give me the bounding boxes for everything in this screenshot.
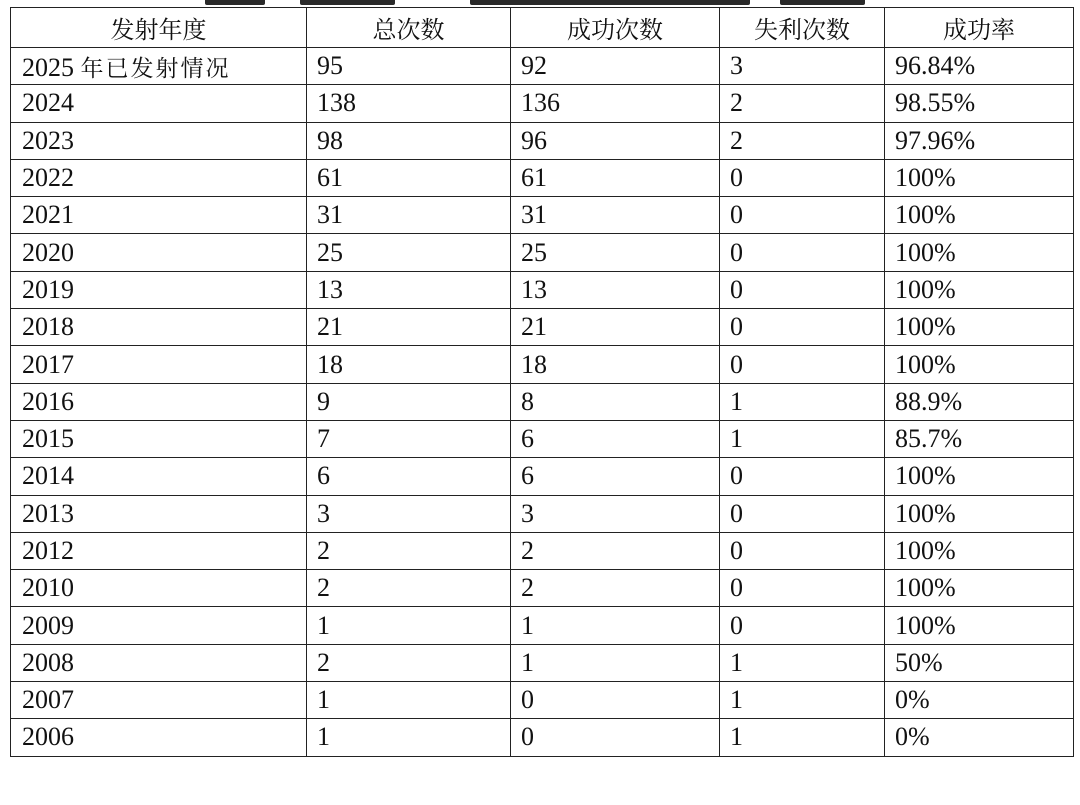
cell-year: 2021 — [11, 197, 307, 234]
cell-failure: 0 — [720, 309, 885, 346]
cell-failure: 1 — [720, 644, 885, 681]
cell-success: 21 — [511, 309, 720, 346]
cell-total: 61 — [307, 159, 511, 196]
cell-rate: 0% — [885, 682, 1074, 719]
table-row — [11, 719, 1074, 756]
cell-rate: 50% — [885, 644, 1074, 681]
cell-success: 31 — [511, 197, 720, 234]
cell-rate: 100% — [885, 309, 1074, 346]
cell-rate: 100% — [885, 532, 1074, 569]
cell-rate: 88.9% — [885, 383, 1074, 420]
cell-rate: 100% — [885, 346, 1074, 383]
cell-success: 3 — [511, 495, 720, 532]
cell-failure: 1 — [720, 719, 885, 756]
cell-year: 2013 — [11, 495, 307, 532]
cell-year: 2008 — [11, 644, 307, 681]
table-row — [11, 495, 1074, 532]
cell-failure: 0 — [720, 458, 885, 495]
cell-year: 2016 — [11, 383, 307, 420]
table-row — [11, 271, 1074, 308]
cell-success: 2 — [511, 532, 720, 569]
table-row — [11, 383, 1074, 420]
cell-rate: 100% — [885, 607, 1074, 644]
cell-year: 2017 — [11, 346, 307, 383]
table-row — [11, 85, 1074, 122]
cell-failure: 1 — [720, 682, 885, 719]
cell-rate: 100% — [885, 458, 1074, 495]
header-success-count: 成功次数 — [511, 8, 720, 48]
cell-success: 1 — [511, 607, 720, 644]
cell-success: 6 — [511, 420, 720, 457]
cell-rate: 100% — [885, 271, 1074, 308]
cell-rate: 0% — [885, 719, 1074, 756]
cell-total: 98 — [307, 122, 511, 159]
cell-total: 1 — [307, 607, 511, 644]
cell-total: 95 — [307, 48, 511, 85]
cell-year: 2012 — [11, 532, 307, 569]
cell-total: 7 — [307, 420, 511, 457]
table-row — [11, 458, 1074, 495]
cell-failure: 0 — [720, 197, 885, 234]
cell-failure: 0 — [720, 271, 885, 308]
cell-rate: 100% — [885, 234, 1074, 271]
cell-total: 25 — [307, 234, 511, 271]
table-row — [11, 346, 1074, 383]
cell-failure: 0 — [720, 570, 885, 607]
cell-failure: 3 — [720, 48, 885, 85]
table-row — [11, 48, 1074, 85]
cell-total: 6 — [307, 458, 511, 495]
cell-year: 2023 — [11, 122, 307, 159]
cell-success: 8 — [511, 383, 720, 420]
cell-rate: 98.55% — [885, 85, 1074, 122]
table-row — [11, 570, 1074, 607]
cell-failure: 0 — [720, 495, 885, 532]
table-row — [11, 159, 1074, 196]
header-total-count: 总次数 — [307, 8, 511, 48]
cell-success: 2 — [511, 570, 720, 607]
cell-failure: 0 — [720, 532, 885, 569]
table-row — [11, 607, 1074, 644]
cell-rate: 85.7% — [885, 420, 1074, 457]
table-row — [11, 532, 1074, 569]
cell-year: 2009 — [11, 607, 307, 644]
header-success-rate: 成功率 — [885, 8, 1074, 48]
table-row — [11, 122, 1074, 159]
cell-year: 2020 — [11, 234, 307, 271]
cell-rate: 97.96% — [885, 122, 1074, 159]
cell-failure: 1 — [720, 383, 885, 420]
cell-success: 61 — [511, 159, 720, 196]
cell-failure: 1 — [720, 420, 885, 457]
cell-year: 2024 — [11, 85, 307, 122]
cell-success: 1 — [511, 644, 720, 681]
launch-statistics-table — [10, 7, 1074, 757]
cell-year: 2018 — [11, 309, 307, 346]
cell-failure: 0 — [720, 607, 885, 644]
cell-failure: 2 — [720, 85, 885, 122]
cell-total: 3 — [307, 495, 511, 532]
cell-total: 1 — [307, 719, 511, 756]
cell-rate: 100% — [885, 197, 1074, 234]
header-failure-count: 失利次数 — [720, 8, 885, 48]
cell-year: 2007 — [11, 682, 307, 719]
table-row — [11, 309, 1074, 346]
cell-total: 138 — [307, 85, 511, 122]
cell-failure: 0 — [720, 234, 885, 271]
cell-failure: 0 — [720, 346, 885, 383]
cell-year: 2019 — [11, 271, 307, 308]
cell-failure: 0 — [720, 159, 885, 196]
table-row — [11, 420, 1074, 457]
cell-total: 1 — [307, 682, 511, 719]
cell-year: 2025 年已发射情况 — [11, 48, 307, 85]
cell-success: 96 — [511, 122, 720, 159]
cell-success: 0 — [511, 719, 720, 756]
table-header-row — [11, 8, 1074, 48]
cell-year: 2006 — [11, 719, 307, 756]
cell-success: 0 — [511, 682, 720, 719]
cell-total: 9 — [307, 383, 511, 420]
table-row — [11, 234, 1074, 271]
cell-success: 18 — [511, 346, 720, 383]
cell-success: 6 — [511, 458, 720, 495]
table-row — [11, 644, 1074, 681]
cell-success: 136 — [511, 85, 720, 122]
cell-success: 13 — [511, 271, 720, 308]
cell-success: 92 — [511, 48, 720, 85]
cell-rate: 100% — [885, 159, 1074, 196]
cell-total: 21 — [307, 309, 511, 346]
cell-total: 2 — [307, 570, 511, 607]
cell-total: 2 — [307, 532, 511, 569]
cell-success: 25 — [511, 234, 720, 271]
cell-failure: 2 — [720, 122, 885, 159]
cell-total: 31 — [307, 197, 511, 234]
cell-total: 2 — [307, 644, 511, 681]
cell-year: 2010 — [11, 570, 307, 607]
cell-total: 13 — [307, 271, 511, 308]
cell-total: 18 — [307, 346, 511, 383]
table-row — [11, 197, 1074, 234]
cell-year: 2022 — [11, 159, 307, 196]
header-launch-year: 发射年度 — [11, 8, 307, 48]
cell-rate: 100% — [885, 495, 1074, 532]
cell-rate: 100% — [885, 570, 1074, 607]
cell-year: 2014 — [11, 458, 307, 495]
cell-year: 2015 — [11, 420, 307, 457]
cell-rate: 96.84% — [885, 48, 1074, 85]
table-row — [11, 682, 1074, 719]
